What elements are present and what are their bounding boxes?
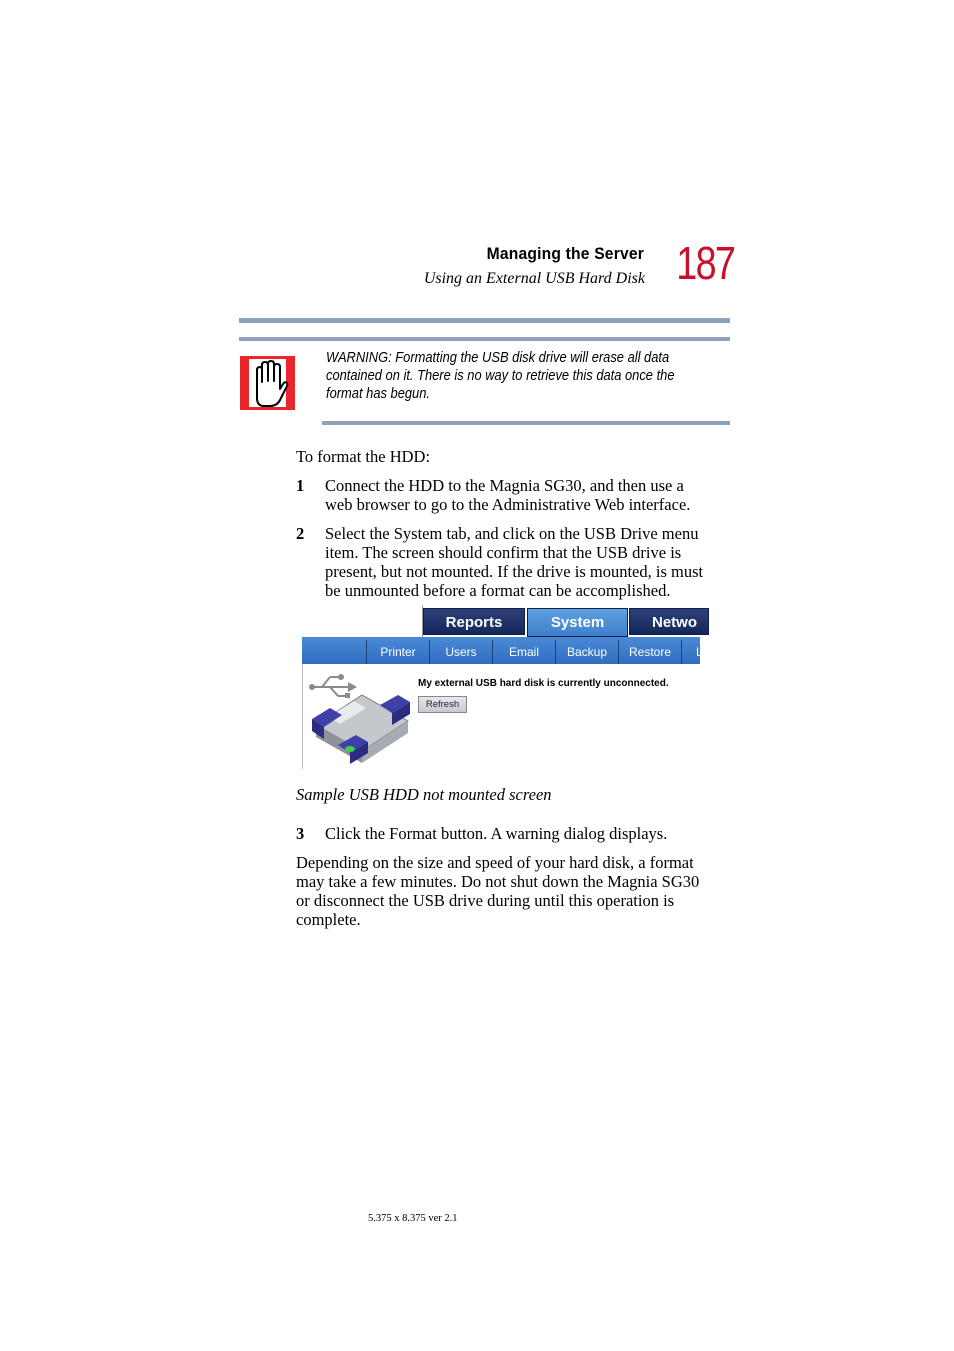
top-rule (239, 318, 730, 323)
stop-hand-icon (240, 356, 295, 410)
paragraph-line: or disconnect the USB drive during until this operation is (296, 891, 675, 910)
page-footer: 5.375 x 8.375 ver 2.1 (368, 1213, 458, 1224)
main-tab-bar (302, 605, 700, 637)
step-number: 2 (296, 524, 305, 543)
figure-caption: Sample USB HDD not mounted screen (296, 785, 552, 804)
step-text (325, 824, 735, 843)
usb-status-message: My external USB hard disk is currently unconnected. (418, 678, 669, 689)
step-number: 3 (296, 824, 305, 843)
paragraph-line: may take a few minutes. Do not shut down the Magnia SG30 (296, 872, 700, 891)
closing-paragraph (296, 853, 736, 929)
step-text (325, 476, 735, 514)
subtab-more[interactable]: L (681, 640, 726, 664)
step-line: web browser to go to the Administrative Web interface. (325, 495, 691, 514)
warning-top-rule (239, 337, 730, 341)
warning-line: contained on it. There is no way to retrieve this data once the (326, 367, 675, 384)
warning-bottom-rule (322, 421, 730, 425)
intro-text: To format the HDD: (296, 447, 431, 466)
subtab-backup[interactable]: Backup (555, 640, 618, 664)
step-text (325, 524, 735, 600)
subtab-restore[interactable]: Restore (618, 640, 681, 664)
chapter-title: Managing the Server (486, 244, 644, 263)
step-line: Select the System tab, and click on the USB Drive menu (325, 524, 699, 543)
step-line: Click the Format button. A warning dialog displays. (325, 824, 668, 843)
refresh-button[interactable]: Refresh (418, 696, 467, 713)
section-title: Using an External USB Hard Disk (423, 270, 645, 287)
step-line: item. The screen should confirm that the USB drive is (325, 543, 682, 562)
step-line: Connect the HDD to the Magnia SG30, and then use a (325, 476, 684, 495)
tab-network[interactable]: Netwo (629, 608, 709, 635)
paragraph-line: complete. (296, 910, 361, 929)
step-line: be unmounted before a format can be accomplished. (325, 581, 671, 600)
tab-reports[interactable]: Reports (423, 608, 525, 635)
page-number: 187 (676, 237, 735, 289)
warning-line: format has begun. (326, 385, 430, 402)
step-number: 1 (296, 476, 305, 495)
subtab-printer[interactable]: Printer (366, 640, 429, 664)
warning-text (326, 349, 722, 403)
paragraph-line: Depending on the size and speed of your hard disk, a format (296, 853, 694, 872)
subtab-email[interactable]: Email (492, 640, 555, 664)
subtab-users[interactable]: Users (429, 640, 492, 664)
step-line: present, but not mounted. If the drive is mounted, is must (325, 562, 704, 581)
warning-line: WARNING: Formatting the USB disk drive will erase all data (326, 349, 670, 366)
tab-system[interactable]: System (527, 608, 628, 637)
sub-menu-bar (302, 637, 703, 664)
usb-drive-icon (308, 667, 412, 767)
usb-drive-screenshot (302, 605, 703, 769)
